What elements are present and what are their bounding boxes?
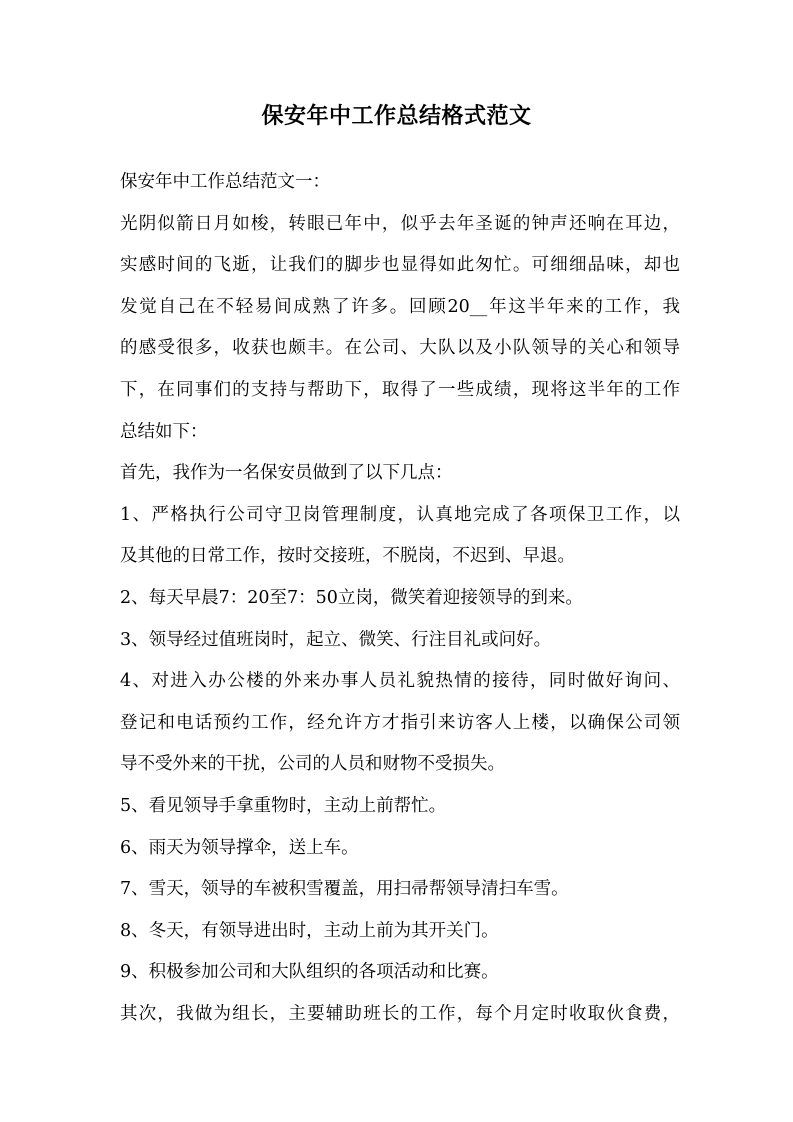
body-line: 首先，我作为一名保安员做到了以下几点：: [120, 463, 453, 484]
body-line: 实感时间的飞逝，让我们的脚步也显得如此匆忙。可细细品味，却也: [120, 255, 680, 276]
body-line: 的感受很多，收获也颇丰。在公司、大队以及小队领导的关心和领导: [120, 338, 680, 359]
body-line: 保安年中工作总结范文一：: [120, 172, 330, 192]
body-line: 光阴似箭日月如梭，转眼已年中，似乎去年圣诞的钟声还响在耳边，: [120, 213, 680, 234]
body-line: 1、严格执行公司守卫岗管理制度，认真地完成了各项保卫工作，以: [120, 504, 680, 525]
body-line: 8、冬天，有领导进出时，主动上前为其开关门。: [120, 920, 499, 941]
document-body: [120, 162, 680, 1035]
body-line: 5、看见领导手拿重物时，主动上前帮忙。: [120, 795, 447, 816]
body-line: 发觉自己在不轻易间成熟了许多。回顾20__年这半年来的工作，我: [120, 296, 680, 317]
body-line: 4、对进入办公楼的外来办事人员礼貌热情的接待，同时做好询问、: [120, 671, 680, 692]
document-title: 保安年中工作总结格式范文: [261, 103, 532, 129]
body-line: 6、雨天为领导撑伞，送上车。: [120, 837, 359, 858]
body-line: 2、每天早晨7：20至7：50立岗，微笑着迎接领导的到来。: [120, 587, 583, 608]
body-line: 9、积极参加公司和大队组织的各项活动和比赛。: [120, 962, 499, 983]
body-line: 下，在同事们的支持与帮助下，取得了一些成绩，现将这半年的工作: [120, 379, 680, 400]
body-line: 总结如下：: [120, 421, 208, 442]
body-line: 7、雪天，领导的车被积雪覆盖，用扫帚帮领导清扫车雪。: [120, 879, 569, 900]
body-line: 导不受外来的干扰，公司的人员和财物不受损失。: [120, 754, 505, 775]
body-line: 登记和电话预约工作，经允许方才指引来访客人上楼，以确保公司领: [120, 712, 680, 733]
body-line: 3、领导经过值班岗时，起立、微笑、行注目礼或问好。: [120, 629, 552, 650]
body-line: 及其他的日常工作，按时交接班，不脱岗，不迟到、早退。: [120, 546, 575, 567]
body-line: 其次，我做为组长，主要辅助班长的工作，每个月定时收取伙食费，: [120, 1003, 680, 1024]
